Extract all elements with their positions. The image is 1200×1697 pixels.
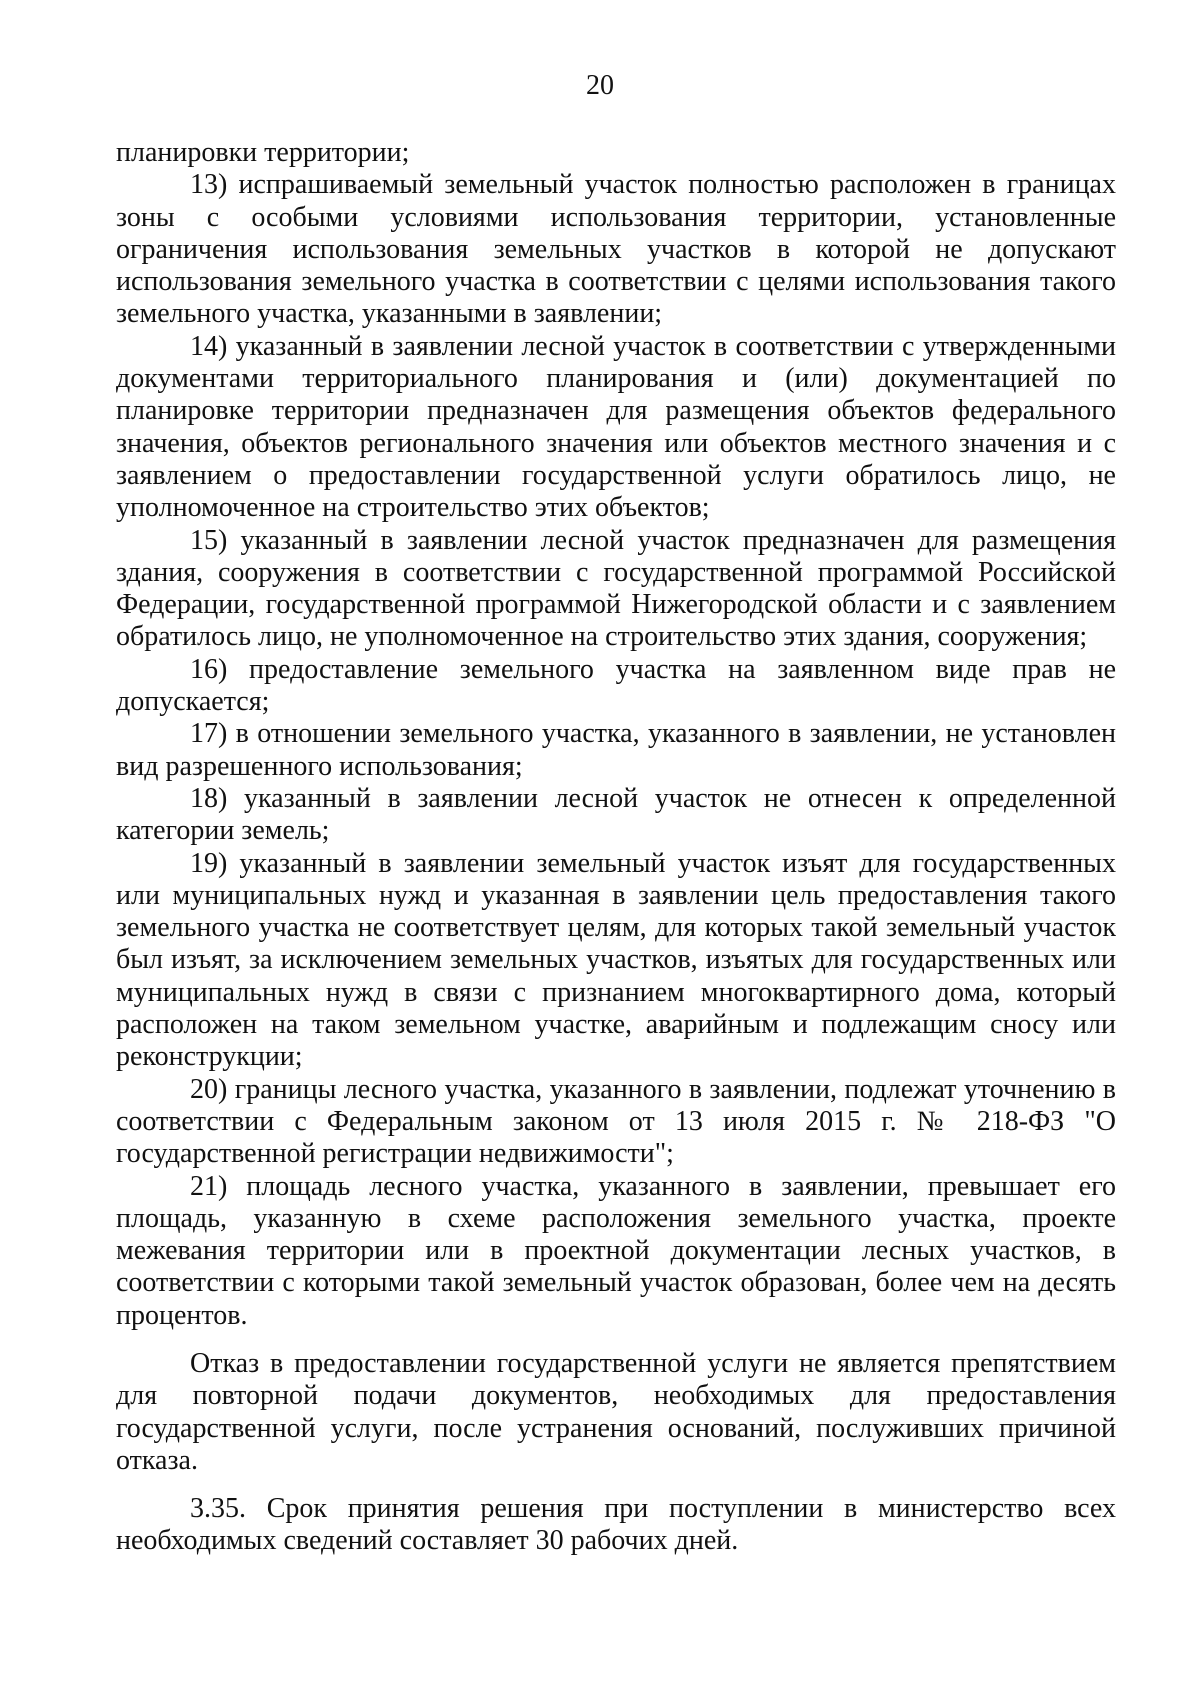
- paragraph-item-19: 19) указанный в заявлении земельный участок изъят для государственных или муниципальных нужд и указанная в заявлении цель предоставления такого земельного участка не соответствует целям, для которых такой земельный участок был изъят, за исключением земельных участков, изъятых для государственных или муниципальных нужд в связи с признанием многоквартирного дома, который расположен на таком земельном участке, аварийным и подлежащим сносу или реконструкции;: [116, 847, 1116, 1073]
- paragraph-item-18: 18) указанный в заявлении лесной участок не отнесен к определенной категории земель;: [116, 782, 1116, 847]
- paragraph-continuation: планировки территории;: [116, 137, 410, 168]
- paragraph-item-15: 15) указанный в заявлении лесной участок предназначен для размещения здания, сооружения в соответствии с государственной программой Российской Федерации, государственной программой Нижегородской области и с заявлением обратилось лицо, не уполномоченное на строительство этих здания, сооружения;: [116, 524, 1116, 653]
- paragraph-item-20: 20) границы лесного участка, указанного в заявлении, подлежат уточнению в соответствии с Федеральным законом от 13 июля 2015 г. № 218-ФЗ "О государственной регистрации недвижимости";: [116, 1073, 1116, 1170]
- page-number: 20: [586, 70, 614, 101]
- paragraph-refusal-note: Отказ в предоставлении государственной услуги не является препятствием для повторной подачи документов, необходимых для предоставления государственной услуги, после устранения оснований, послуживших причиной отказа.: [116, 1347, 1116, 1476]
- paragraph-item-13: 13) испрашиваемый земельный участок полностью расположен в границах зоны с особыми условиями использования территории, установленные ограничения использования земельных участков в которой не допускают использования земельного участка в соответствии с целями использования такого земельного участка, указанными в заявлении;: [116, 169, 1116, 330]
- document-body: [116, 137, 1116, 1558]
- paragraph-spacer: [116, 1477, 1116, 1493]
- paragraph-section-3-35: 3.35. Срок принятия решения при поступлении в министерство всех необходимых сведений составляет 30 рабочих дней.: [116, 1493, 1116, 1557]
- paragraph-item-14: 14) указанный в заявлении лесной участок в соответствии с утвержденными документами территориального планирования и (или) документацией по планировке территории предназначен для размещения объектов федерального значения, объектов регионального значения или объектов местного значения и с заявлением о предоставлении государственной услуги обратилось лицо, не уполномоченное на строительство этих объектов;: [116, 330, 1116, 524]
- paragraph-spacer: [116, 1332, 1116, 1348]
- paragraph-item-16: 16) предоставление земельного участка на заявленном виде прав не допускается;: [116, 653, 1116, 718]
- paragraph-item-21: 21) площадь лесного участка, указанного в заявлении, превышает его площадь, указанную в схеме расположения земельного участка, проекте межевания территории или в проектной документации лесных участков, в соответствии с которыми такой земельный участок образован, более чем на десять процентов.: [116, 1170, 1116, 1331]
- paragraph-item-17: 17) в отношении земельного участка, указанного в заявлении, не установлен вид разрешенного использования;: [116, 718, 1116, 782]
